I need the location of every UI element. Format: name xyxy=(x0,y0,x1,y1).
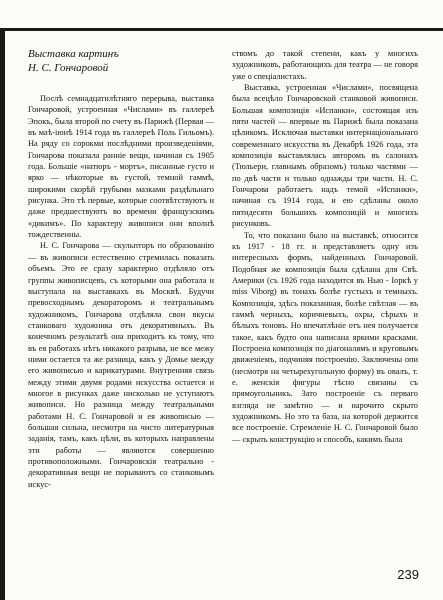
right-paragraph-3: То, что показано было на выставкѣ, относится къ 1917 - 18 гг. и представляетъ одну изъ интересныхъ формъ, найденныхъ Гончаровой. Подобная же композиція была сдѣлана для Свѣ. Америки (съ 1926 года находится въ Нью - Іоркѣ у miss Viborg) въ тонахъ болѣе густыхъ и темныхъ. Композиція, здѣсь показанная, болѣе свѣтлая — въ гаммѣ черныхъ, коричневыхъ, охры, сѣрыхъ и бѣлыхъ тоновъ. Но впечатлѣніе отъ нея получается такое, какъ будто она написана яркими красками. Построена композиція по діагоналямъ и круговымъ движеніемъ, подчиняя построенію. Заключены опи (несмотря на четырехугольную форму) въ овалъ, т. е. женскія фигуры тѣсно связаны съ прямоугольникъ. Зато построеніе съ перваго взгляда не замѣтно — и нарочито скрыто художникомъ. Но это та база, на которой держится все построеніе. Стремленіе Н. С. Гончаровой было — скрыть конструкцію и способъ, какимъ была xyxy=(232,230,418,444)
article-heading-line-2: Н. С. Гончаровой xyxy=(28,61,109,74)
left-column xyxy=(28,48,214,490)
article-heading-line-1: Выставка картинъ xyxy=(28,48,119,60)
left-paragraph-1: Послѣ семнадцатилѣтняго перерыва, выставка Гончаровой, устроенная «Числами» въ галлереѣ Эпокъ, была второй по счету въ Парижѣ (Первая — въ маѣ-іюнѣ 1914 года въ галлереѣ Поль Гильомъ). На ряду со сорокми послѣдними произведеніями, Гончарова показала ранніе вещи, начиная съ 1905 года. Большіе «натюръ - мортъ», писанные густо и ярко — нѣкоторые въ густой, темной гаммѣ, широкими скорѣй грубыми мазками раздѣльнаго рисунка. Это тѣ первые, которые соотвѣтствуютъ и даже предшествуютъ во времени французскимъ «дикимъ». По характеру живописи они вполнѣ тождественны. xyxy=(28,94,214,240)
left-border-rule xyxy=(0,28,5,600)
left-paragraph-2: Н. С. Гончарова — скульпторъ по образованію — въ живописи естественно стремилась показать объемъ. Это ее сразу характерно отдѣляло отъ группы живописцевъ, съ которыми она работала и выступала на выставкахъ въ Москвѣ. Будучи превосходнымъ декораторомъ и театральнымъ художникомъ, Гончарова отдѣляла свои вкусы станковаго художника отъ декоративныхъ. Въ конечномъ результатѣ она приходитъ къ тому, что въ ея работахъ нѣтъ никакого разрыва, не все межу ними остается та же разница, какъ у Домье между его живописью и карикатурами. Внутренняя связь между этими двумя родами искусства остается и многое в рисунках даже нисколько не уступаютъ живописи. Но разница между театральными работами Н. С. Гончаровой и ея живописью — большая сильна, несмотря на чисто литературныя заданія, тамъ, какъ цѣли, въ которыхъ направлены эти работы — являются совершенно противоположными. Гончаровскія театрально - декоративныя вещи не порываютъ со станковымъ искус- xyxy=(28,241,214,489)
right-paragraph-1: ствомъ до такой степени, какъ у многихъ художниковъ, работающихъ для театра — не говоря уже о спеціалистахъ. xyxy=(232,49,418,81)
page-number: 239 xyxy=(397,567,419,582)
right-paragraph-2: Выставка, устроенная «Числами», посвящена была всецѣло Гончаровской станковой живописи. Большая композиція «Испанки», состоящая изъ пяти частей — впервые въ Парижѣ была показана цѣликомъ. Исключая выставки интернаціональнаго современнаго искусства въ Декабрѣ 1926 года, эта композиція выставлялась авторомъ въ салонахъ (Тюльери, главнымъ образомъ) только частями — по двѣ части и только однажды три части. Н. С. Гончарова работаетъ надъ темой «Испанки», начиная съ 1914 года, и ею сдѣланы около пятидесяти большихъ композицій и многихъ рисунковъ. xyxy=(232,83,418,229)
article-heading xyxy=(28,48,214,75)
top-border-rule xyxy=(0,28,443,31)
right-column xyxy=(232,48,418,445)
